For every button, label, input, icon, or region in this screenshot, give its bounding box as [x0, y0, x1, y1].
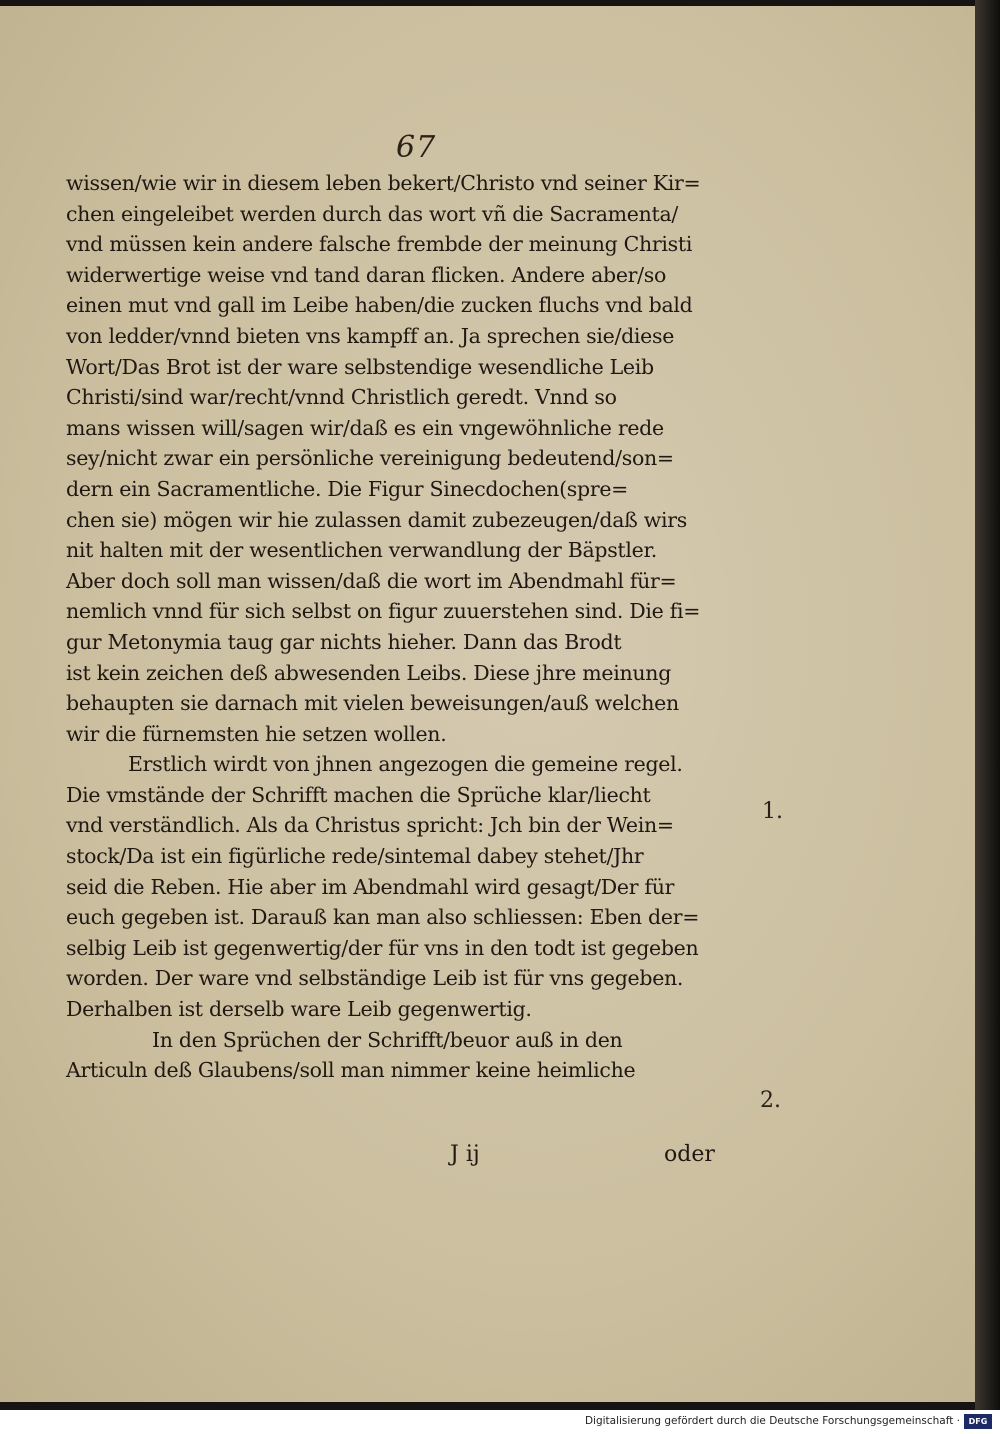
- dfg-logo: DFG: [964, 1414, 992, 1429]
- text-line: ist kein zeichen deß abwesenden Leibs. Diese jhre meinung: [66, 660, 672, 685]
- text-line: Wort/Das Brot ist der ware selbstendige wesendliche Leib: [66, 354, 654, 379]
- signature-mark: J ij: [450, 1142, 480, 1167]
- text-line: seid die Reben. Hie aber im Abendmahl wird gesagt/Der für: [66, 874, 675, 899]
- margin-number: 2.: [760, 1088, 781, 1113]
- text-line: worden. Der ware vnd selbständige Leib ist für vns gegeben.: [66, 966, 684, 991]
- text-line: selbig Leib ist gegenwertig/der für vns in den todt ist gegeben: [66, 935, 699, 960]
- text-line: nit halten mit der wesentlichen verwandlung der Bäpstler.: [66, 538, 657, 563]
- text-line: widerwertige weise vnd tand daran flicken. Andere aber/so: [66, 262, 667, 287]
- text-line: In den Sprüchen der Schrifft/beuor auß in den: [152, 1027, 623, 1052]
- catchword: oder: [664, 1142, 715, 1167]
- text-line: nemlich vnnd für sich selbst on figur zuuerstehen sind. Die fi=: [66, 599, 701, 624]
- text-line: vnd müssen kein andere falsche frembde der meinung Christi: [66, 232, 693, 257]
- text-line: vnd verständlich. Als da Christus spricht: Jch bin der Wein=: [66, 813, 674, 838]
- text-line: chen eingeleibet werden durch das wort vñ die Sacramenta/: [66, 201, 678, 226]
- text-line: stock/Da ist ein figürliche rede/sintemal dabey stehet/Jhr: [66, 844, 644, 869]
- margin-number: 1.: [762, 799, 783, 824]
- text-line: sey/nicht zwar ein persönliche vereinigung bedeutend/son=: [66, 446, 674, 471]
- credit-bar: [0, 1410, 1000, 1434]
- text-line: Die vmstände der Schrifft machen die Sprüche klar/liecht: [66, 782, 651, 807]
- text-line: mans wissen will/sagen wir/daß es ein vngewöhnliche rede: [66, 415, 664, 440]
- credit-text: Digitalisierung gefördert durch die Deutsche Forschungsgemeinschaft ·: [584, 1415, 960, 1427]
- text-line: Derhalben ist derselb ware Leib gegenwertig.: [66, 997, 532, 1022]
- text-line: wissen/wie wir in diesem leben bekert/Christo vnd seiner Kir=: [66, 171, 701, 195]
- text-line: behaupten sie darnach mit vielen beweisungen/auß welchen: [66, 691, 679, 716]
- text-line: chen sie) mögen wir hie zulassen damit zubezeugen/daß wirs: [66, 507, 687, 532]
- page-foot: [66, 1142, 746, 1176]
- page-number: 67: [396, 130, 437, 165]
- page-edge: [975, 0, 1000, 1410]
- text-line: dern ein Sacramentliche. Die Figur Sinecdochen(spre=: [66, 476, 629, 501]
- text-line: einen mut vnd gall im Leibe haben/die zucken fluchs vnd bald: [66, 293, 693, 318]
- text-line: Erstlich wirdt von jhnen angezogen die gemeine regel.: [128, 752, 683, 777]
- text-line: wir die fürnemsten hie setzen wollen.: [66, 721, 447, 746]
- text-line: Aber doch soll man wissen/daß die wort im Abendmahl für=: [66, 568, 677, 593]
- text-line: euch gegeben ist. Darauß kan man also schliessen: Eben der=: [66, 905, 700, 930]
- text-line: Christi/sind war/recht/vnnd Christlich geredt. Vnnd so: [66, 385, 617, 410]
- text-block: [66, 168, 746, 1086]
- book-page: [0, 6, 975, 1402]
- text-line: gur Metonymia taug gar nichts hieher. Dann das Brodt: [66, 629, 622, 654]
- text-line: Articuln deß Glaubens/soll man nimmer keine heimliche: [66, 1058, 636, 1083]
- text-line: von ledder/vnnd bieten vns kampff an. Ja sprechen sie/diese: [66, 323, 675, 348]
